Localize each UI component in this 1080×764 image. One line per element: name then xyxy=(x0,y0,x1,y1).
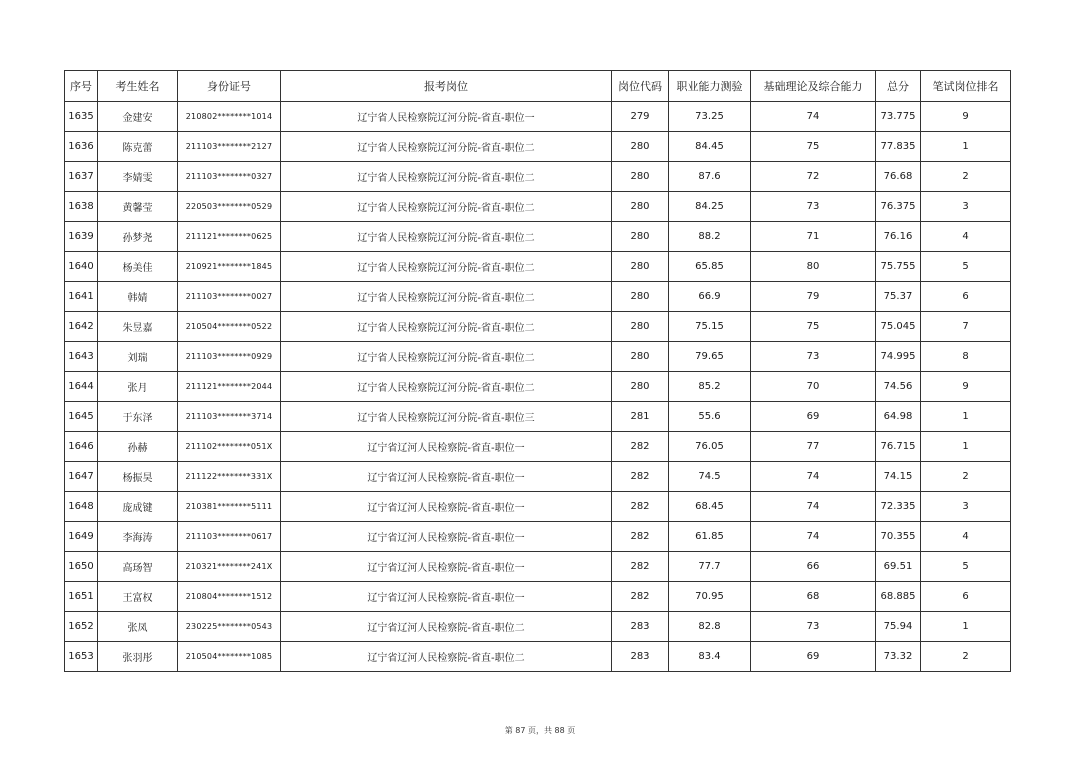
header-name: 考生姓名 xyxy=(98,71,178,102)
cell-post: 辽宁省人民检察院辽河分院-省直-职位二 xyxy=(281,192,612,222)
cell-comprehensive: 79 xyxy=(751,282,876,312)
cell-aptitude-test: 85.2 xyxy=(669,372,751,402)
cell-rank: 6 xyxy=(921,282,1011,312)
cell-post-code: 283 xyxy=(612,612,669,642)
table-row xyxy=(65,402,1011,432)
cell-post-code: 282 xyxy=(612,462,669,492)
cell-name: 李海涛 xyxy=(98,522,178,552)
cell-aptitude-test: 73.25 xyxy=(669,102,751,132)
cell-id-number: 210802********1014 xyxy=(178,102,281,132)
cell-post-code: 280 xyxy=(612,372,669,402)
cell-post: 辽宁省人民检察院辽河分院-省直-职位二 xyxy=(281,252,612,282)
cell-total: 75.755 xyxy=(876,252,921,282)
table-row xyxy=(65,642,1011,672)
cell-rank: 1 xyxy=(921,612,1011,642)
table-row xyxy=(65,522,1011,552)
table-row xyxy=(65,492,1011,522)
cell-rank: 6 xyxy=(921,582,1011,612)
table-header-row xyxy=(65,71,1011,102)
cell-rank: 1 xyxy=(921,432,1011,462)
cell-comprehensive: 73 xyxy=(751,192,876,222)
cell-post: 辽宁省人民检察院辽河分院-省直-职位一 xyxy=(281,102,612,132)
cell-aptitude-test: 84.25 xyxy=(669,192,751,222)
results-table xyxy=(64,70,1011,672)
cell-comprehensive: 75 xyxy=(751,132,876,162)
cell-name: 金建安 xyxy=(98,102,178,132)
cell-rank: 1 xyxy=(921,132,1011,162)
cell-comprehensive: 72 xyxy=(751,162,876,192)
cell-total: 64.98 xyxy=(876,402,921,432)
table-row xyxy=(65,582,1011,612)
cell-post-code: 280 xyxy=(612,312,669,342)
cell-comprehensive: 74 xyxy=(751,462,876,492)
cell-index: 1645 xyxy=(65,402,98,432)
cell-name: 高玚智 xyxy=(98,552,178,582)
cell-index: 1641 xyxy=(65,282,98,312)
cell-post-code: 282 xyxy=(612,492,669,522)
table-row xyxy=(65,372,1011,402)
table-row xyxy=(65,252,1011,282)
cell-comprehensive: 73 xyxy=(751,342,876,372)
header-id-number: 身份证号 xyxy=(178,71,281,102)
cell-index: 1636 xyxy=(65,132,98,162)
cell-total: 75.045 xyxy=(876,312,921,342)
cell-aptitude-test: 88.2 xyxy=(669,222,751,252)
header-rank: 笔试岗位排名 xyxy=(921,71,1011,102)
cell-rank: 7 xyxy=(921,312,1011,342)
cell-index: 1640 xyxy=(65,252,98,282)
cell-index: 1639 xyxy=(65,222,98,252)
cell-name: 韩婧 xyxy=(98,282,178,312)
cell-index: 1646 xyxy=(65,432,98,462)
cell-index: 1635 xyxy=(65,102,98,132)
cell-comprehensive: 77 xyxy=(751,432,876,462)
cell-aptitude-test: 75.15 xyxy=(669,312,751,342)
cell-post: 辽宁省人民检察院辽河分院-省直-职位二 xyxy=(281,372,612,402)
cell-id-number: 230225********0543 xyxy=(178,612,281,642)
cell-id-number: 211103********0929 xyxy=(178,342,281,372)
cell-total: 75.94 xyxy=(876,612,921,642)
cell-name: 王富权 xyxy=(98,582,178,612)
cell-rank: 2 xyxy=(921,462,1011,492)
cell-comprehensive: 68 xyxy=(751,582,876,612)
cell-aptitude-test: 87.6 xyxy=(669,162,751,192)
cell-index: 1637 xyxy=(65,162,98,192)
cell-aptitude-test: 68.45 xyxy=(669,492,751,522)
cell-id-number: 211103********0027 xyxy=(178,282,281,312)
cell-name: 李婧雯 xyxy=(98,162,178,192)
cell-total: 74.995 xyxy=(876,342,921,372)
cell-rank: 2 xyxy=(921,642,1011,672)
cell-aptitude-test: 83.4 xyxy=(669,642,751,672)
header-total: 总分 xyxy=(876,71,921,102)
cell-index: 1649 xyxy=(65,522,98,552)
cell-aptitude-test: 66.9 xyxy=(669,282,751,312)
cell-post-code: 280 xyxy=(612,282,669,312)
cell-total: 74.15 xyxy=(876,462,921,492)
header-post-code: 岗位代码 xyxy=(612,71,669,102)
cell-name: 杨美佳 xyxy=(98,252,178,282)
cell-aptitude-test: 82.8 xyxy=(669,612,751,642)
cell-rank: 4 xyxy=(921,222,1011,252)
cell-post: 辽宁省辽河人民检察院-省直-职位一 xyxy=(281,432,612,462)
table-row xyxy=(65,192,1011,222)
cell-comprehensive: 73 xyxy=(751,612,876,642)
cell-post-code: 279 xyxy=(612,102,669,132)
table-body xyxy=(65,102,1011,672)
cell-total: 76.68 xyxy=(876,162,921,192)
cell-post-code: 280 xyxy=(612,132,669,162)
cell-total: 69.51 xyxy=(876,552,921,582)
cell-aptitude-test: 76.05 xyxy=(669,432,751,462)
cell-post-code: 282 xyxy=(612,582,669,612)
cell-post-code: 280 xyxy=(612,342,669,372)
cell-post: 辽宁省辽河人民检察院-省直-职位一 xyxy=(281,552,612,582)
table-row xyxy=(65,462,1011,492)
table-row xyxy=(65,342,1011,372)
table-row xyxy=(65,222,1011,252)
cell-name: 陈克蕾 xyxy=(98,132,178,162)
cell-total: 75.37 xyxy=(876,282,921,312)
cell-post: 辽宁省人民检察院辽河分院-省直-职位二 xyxy=(281,132,612,162)
cell-index: 1650 xyxy=(65,552,98,582)
cell-name: 朱昱嘉 xyxy=(98,312,178,342)
cell-id-number: 211122********331X xyxy=(178,462,281,492)
cell-name: 孙赫 xyxy=(98,432,178,462)
cell-comprehensive: 70 xyxy=(751,372,876,402)
cell-total: 70.355 xyxy=(876,522,921,552)
table-row xyxy=(65,282,1011,312)
cell-post-code: 280 xyxy=(612,162,669,192)
header-comprehensive: 基础理论及综合能力 xyxy=(751,71,876,102)
cell-total: 72.335 xyxy=(876,492,921,522)
cell-post: 辽宁省辽河人民检察院-省直-职位一 xyxy=(281,462,612,492)
cell-name: 孙梦尧 xyxy=(98,222,178,252)
cell-name: 杨振昊 xyxy=(98,462,178,492)
cell-name: 于东泽 xyxy=(98,402,178,432)
cell-rank: 4 xyxy=(921,522,1011,552)
table-row xyxy=(65,612,1011,642)
cell-rank: 5 xyxy=(921,252,1011,282)
cell-post: 辽宁省人民检察院辽河分院-省直-职位二 xyxy=(281,342,612,372)
table-row xyxy=(65,552,1011,582)
cell-comprehensive: 75 xyxy=(751,312,876,342)
cell-rank: 3 xyxy=(921,192,1011,222)
cell-name: 张月 xyxy=(98,372,178,402)
cell-post: 辽宁省辽河人民检察院-省直-职位二 xyxy=(281,612,612,642)
cell-index: 1638 xyxy=(65,192,98,222)
cell-post: 辽宁省辽河人民检察院-省直-职位二 xyxy=(281,642,612,672)
cell-post-code: 283 xyxy=(612,642,669,672)
cell-post: 辽宁省辽河人民检察院-省直-职位一 xyxy=(281,522,612,552)
table-row xyxy=(65,132,1011,162)
cell-rank: 3 xyxy=(921,492,1011,522)
cell-total: 68.885 xyxy=(876,582,921,612)
cell-rank: 2 xyxy=(921,162,1011,192)
cell-id-number: 211121********2044 xyxy=(178,372,281,402)
cell-index: 1644 xyxy=(65,372,98,402)
cell-name: 庞成键 xyxy=(98,492,178,522)
table-row xyxy=(65,432,1011,462)
cell-aptitude-test: 61.85 xyxy=(669,522,751,552)
cell-total: 73.32 xyxy=(876,642,921,672)
cell-post-code: 282 xyxy=(612,432,669,462)
cell-comprehensive: 74 xyxy=(751,522,876,552)
cell-id-number: 211103********2127 xyxy=(178,132,281,162)
cell-name: 张羽彤 xyxy=(98,642,178,672)
cell-name: 黄馨莹 xyxy=(98,192,178,222)
cell-index: 1652 xyxy=(65,612,98,642)
cell-total: 76.16 xyxy=(876,222,921,252)
cell-total: 76.715 xyxy=(876,432,921,462)
cell-index: 1653 xyxy=(65,642,98,672)
cell-index: 1651 xyxy=(65,582,98,612)
cell-total: 77.835 xyxy=(876,132,921,162)
cell-id-number: 211102********051X xyxy=(178,432,281,462)
cell-post: 辽宁省辽河人民检察院-省直-职位一 xyxy=(281,582,612,612)
cell-aptitude-test: 70.95 xyxy=(669,582,751,612)
cell-comprehensive: 69 xyxy=(751,642,876,672)
cell-comprehensive: 74 xyxy=(751,492,876,522)
cell-name: 张凤 xyxy=(98,612,178,642)
cell-index: 1643 xyxy=(65,342,98,372)
cell-rank: 1 xyxy=(921,402,1011,432)
page-footer: 第 87 页，共 88 页 xyxy=(504,726,576,735)
cell-id-number: 211103********0617 xyxy=(178,522,281,552)
cell-aptitude-test: 65.85 xyxy=(669,252,751,282)
cell-post-code: 280 xyxy=(612,252,669,282)
cell-post-code: 282 xyxy=(612,552,669,582)
cell-rank: 9 xyxy=(921,372,1011,402)
cell-post: 辽宁省人民检察院辽河分院-省直-职位二 xyxy=(281,162,612,192)
cell-id-number: 220503********0529 xyxy=(178,192,281,222)
cell-index: 1648 xyxy=(65,492,98,522)
cell-index: 1642 xyxy=(65,312,98,342)
cell-rank: 8 xyxy=(921,342,1011,372)
cell-comprehensive: 80 xyxy=(751,252,876,282)
cell-id-number: 211103********0327 xyxy=(178,162,281,192)
cell-id-number: 210504********1085 xyxy=(178,642,281,672)
cell-post: 辽宁省辽河人民检察院-省直-职位一 xyxy=(281,492,612,522)
cell-comprehensive: 66 xyxy=(751,552,876,582)
table-row xyxy=(65,162,1011,192)
cell-post-code: 280 xyxy=(612,222,669,252)
cell-post-code: 281 xyxy=(612,402,669,432)
cell-comprehensive: 71 xyxy=(751,222,876,252)
cell-aptitude-test: 74.5 xyxy=(669,462,751,492)
cell-post-code: 282 xyxy=(612,522,669,552)
cell-aptitude-test: 55.6 xyxy=(669,402,751,432)
header-post: 报考岗位 xyxy=(281,71,612,102)
cell-total: 74.56 xyxy=(876,372,921,402)
cell-rank: 9 xyxy=(921,102,1011,132)
cell-id-number: 210921********1845 xyxy=(178,252,281,282)
header-index: 序号 xyxy=(65,71,98,102)
cell-index: 1647 xyxy=(65,462,98,492)
cell-id-number: 210504********0522 xyxy=(178,312,281,342)
cell-comprehensive: 69 xyxy=(751,402,876,432)
cell-post-code: 280 xyxy=(612,192,669,222)
cell-id-number: 210381********5111 xyxy=(178,492,281,522)
header-aptitude-test: 职业能力测验 xyxy=(669,71,751,102)
cell-total: 73.775 xyxy=(876,102,921,132)
cell-total: 76.375 xyxy=(876,192,921,222)
table-row xyxy=(65,102,1011,132)
cell-id-number: 211121********0625 xyxy=(178,222,281,252)
cell-id-number: 211103********3714 xyxy=(178,402,281,432)
cell-aptitude-test: 77.7 xyxy=(669,552,751,582)
cell-id-number: 210804********1512 xyxy=(178,582,281,612)
cell-name: 刘瑞 xyxy=(98,342,178,372)
cell-comprehensive: 74 xyxy=(751,102,876,132)
cell-aptitude-test: 79.65 xyxy=(669,342,751,372)
cell-id-number: 210321********241X xyxy=(178,552,281,582)
table-row xyxy=(65,312,1011,342)
cell-aptitude-test: 84.45 xyxy=(669,132,751,162)
cell-post: 辽宁省人民检察院辽河分院-省直-职位二 xyxy=(281,282,612,312)
cell-post: 辽宁省人民检察院辽河分院-省直-职位三 xyxy=(281,402,612,432)
cell-post: 辽宁省人民检察院辽河分院-省直-职位二 xyxy=(281,222,612,252)
cell-rank: 5 xyxy=(921,552,1011,582)
cell-post: 辽宁省人民检察院辽河分院-省直-职位二 xyxy=(281,312,612,342)
